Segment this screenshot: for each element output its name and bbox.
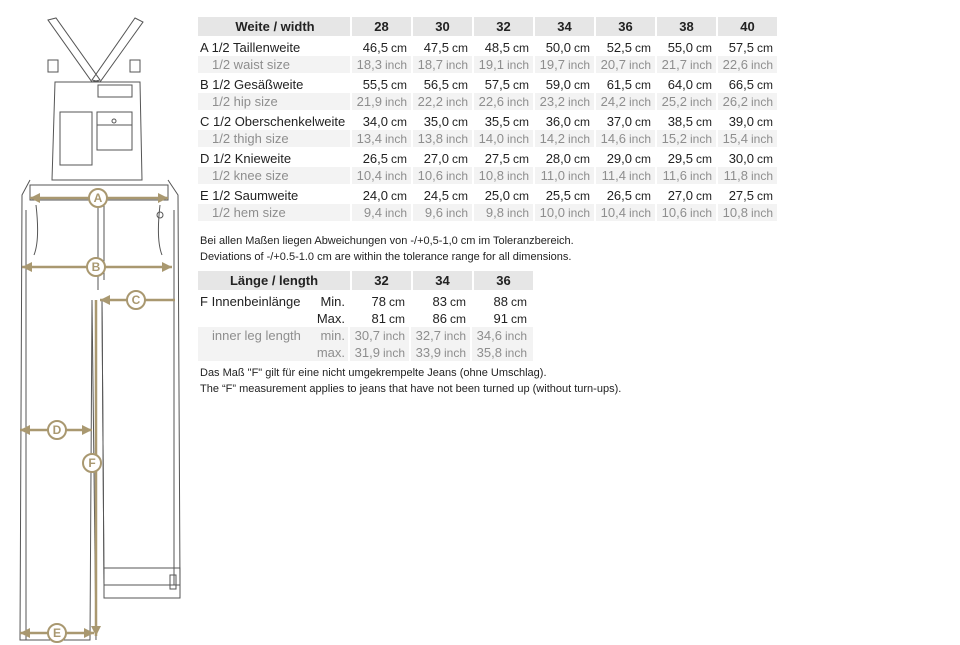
min-label-en: min. xyxy=(320,328,345,343)
inch-value: 10,8 inch xyxy=(472,167,533,184)
turnup-note-en: The “F” measurement applies to jeans that have not been turned up (without turn-ups). xyxy=(200,383,622,395)
measurement-label-en: 1/2 hem size xyxy=(212,205,286,220)
length-header-row xyxy=(198,271,533,290)
tolerance-note-en: Deviations of -/+0.5-1.0 cm are within the tolerance range for all dimensions. xyxy=(200,251,572,263)
cm-value: 27,0 cm xyxy=(411,150,472,167)
cm-value: 56,5 cm xyxy=(411,76,472,93)
length-value: 88 cm xyxy=(470,293,531,310)
cm-value: 25,0 cm xyxy=(472,187,533,204)
inch-value: 9,8 inch xyxy=(472,204,533,221)
cm-value: 30,0 cm xyxy=(716,150,777,167)
size-header: 32 xyxy=(472,17,533,36)
inch-value: 15,4 inch xyxy=(716,130,777,147)
width-table-body xyxy=(198,39,777,221)
inch-value: 20,7 inch xyxy=(594,56,655,73)
length-size-table xyxy=(198,271,533,361)
inch-value: 9,6 inch xyxy=(411,204,472,221)
width-header-row xyxy=(198,17,777,36)
inch-value: 10,6 inch xyxy=(411,167,472,184)
inch-value: 18,3 inch xyxy=(350,56,411,73)
inch-value: 10,6 inch xyxy=(655,204,716,221)
cm-value: 57,5 cm xyxy=(716,39,777,56)
measurement-label-en: 1/2 hip size xyxy=(212,94,278,109)
inch-value: 18,7 inch xyxy=(411,56,472,73)
cm-value: 57,5 cm xyxy=(472,76,533,93)
measurement-label-de: B 1/2 Gesäßweite xyxy=(200,77,304,92)
measurement-label-de: D 1/2 Knieweite xyxy=(200,151,292,166)
marker-e-label: E xyxy=(52,626,62,640)
cm-value: 28,0 cm xyxy=(533,150,594,167)
cm-value: 27,0 cm xyxy=(655,187,716,204)
length-value: 86 cm xyxy=(409,310,470,327)
turnup-note xyxy=(200,365,621,397)
size-header: 36 xyxy=(594,17,655,36)
inch-value: 9,4 inch xyxy=(350,204,411,221)
inch-value: 22,6 inch xyxy=(716,56,777,73)
measurement-row-inch xyxy=(198,204,777,221)
inch-value: 11,0 inch xyxy=(533,167,594,184)
tolerance-note xyxy=(200,233,574,265)
cm-value: 29,0 cm xyxy=(594,150,655,167)
inch-value: 21,7 inch xyxy=(655,56,716,73)
length-value: 31,9 inch xyxy=(348,344,409,361)
inch-value: 13,4 inch xyxy=(350,130,411,147)
inch-value: 22,6 inch xyxy=(472,93,533,110)
measurement-row-inch xyxy=(198,130,777,147)
width-header-label: Weite / width xyxy=(198,17,350,36)
cm-value: 64,0 cm xyxy=(655,76,716,93)
cm-value: 26,5 cm xyxy=(594,187,655,204)
marker-f-label: F xyxy=(88,456,96,470)
marker-d-label: D xyxy=(52,423,62,437)
measurement-group xyxy=(198,113,777,147)
measurement-group xyxy=(198,150,777,184)
cm-value: 61,5 cm xyxy=(594,76,655,93)
length-row-max-inch xyxy=(198,344,533,361)
length-value: 91 cm xyxy=(470,310,531,327)
inch-value: 13,8 inch xyxy=(411,130,472,147)
measurement-row-cm xyxy=(198,187,777,204)
cm-value: 27,5 cm xyxy=(716,187,777,204)
inch-value: 23,2 inch xyxy=(533,93,594,110)
length-value: 83 cm xyxy=(409,293,470,310)
measurement-group xyxy=(198,39,777,73)
cm-value: 50,0 cm xyxy=(533,39,594,56)
inch-value: 11,8 inch xyxy=(716,167,777,184)
inch-value: 26,2 inch xyxy=(716,93,777,110)
length-label-de: F Innenbeinlänge xyxy=(200,294,301,309)
measurement-row-inch xyxy=(198,56,777,73)
cm-value: 59,0 cm xyxy=(533,76,594,93)
inch-value: 10,0 inch xyxy=(533,204,594,221)
marker-c-label: C xyxy=(131,293,141,307)
min-label-de: Min. xyxy=(320,294,345,309)
cm-value: 55,0 cm xyxy=(655,39,716,56)
length-value: 34,6 inch xyxy=(470,327,531,344)
cm-value: 26,5 cm xyxy=(350,150,411,167)
cm-value: 55,5 cm xyxy=(350,76,411,93)
length-row-max-cm xyxy=(198,310,533,327)
length-value: 78 cm xyxy=(348,293,409,310)
inch-value: 15,2 inch xyxy=(655,130,716,147)
inch-value: 11,6 inch xyxy=(655,167,716,184)
cm-value: 24,0 cm xyxy=(350,187,411,204)
inch-value: 19,7 inch xyxy=(533,56,594,73)
inch-value: 11,4 inch xyxy=(594,167,655,184)
max-label-de: Max. xyxy=(316,311,345,326)
cm-value: 24,5 cm xyxy=(411,187,472,204)
length-value: 32,7 inch xyxy=(409,327,470,344)
measurement-row-inch xyxy=(198,93,777,110)
cm-value: 36,0 cm xyxy=(533,113,594,130)
cm-value: 46,5 cm xyxy=(350,39,411,56)
length-label-en: inner leg length xyxy=(212,328,301,343)
cm-value: 66,5 cm xyxy=(716,76,777,93)
measurement-label-de: C 1/2 Oberschenkelweite xyxy=(200,114,346,129)
measurement-row-cm xyxy=(198,150,777,167)
turnup-note-de: Das Maß "F" gilt für eine nicht umgekrempelte Jeans (ohne Umschlag). xyxy=(200,367,547,379)
cm-value: 25,5 cm xyxy=(533,187,594,204)
inch-value: 10,8 inch xyxy=(716,204,777,221)
length-value: 33,9 inch xyxy=(409,344,470,361)
marker-a-label: A xyxy=(93,191,103,205)
measurement-label-de: A 1/2 Taillenweite xyxy=(200,40,301,55)
length-value: 35,8 inch xyxy=(470,344,531,361)
inch-value: 10,4 inch xyxy=(350,167,411,184)
measurement-group xyxy=(198,76,777,110)
length-header-label: Länge / length xyxy=(198,271,350,290)
cm-value: 48,5 cm xyxy=(472,39,533,56)
cm-value: 35,0 cm xyxy=(411,113,472,130)
cm-value: 37,0 cm xyxy=(594,113,655,130)
inch-value: 19,1 inch xyxy=(472,56,533,73)
length-size-header: 34 xyxy=(411,271,472,290)
inch-value: 24,2 inch xyxy=(594,93,655,110)
measurement-label-en: 1/2 waist size xyxy=(212,57,291,72)
tolerance-note-de: Bei allen Maßen liegen Abweichungen von -/+0,5-1,0 cm im Toleranzbereich. xyxy=(200,235,574,247)
width-size-table xyxy=(198,17,777,221)
measurement-row-inch xyxy=(198,167,777,184)
inch-value: 14,6 inch xyxy=(594,130,655,147)
inch-value: 21,9 inch xyxy=(350,93,411,110)
size-header: 30 xyxy=(411,17,472,36)
cm-value: 35,5 cm xyxy=(472,113,533,130)
cm-value: 34,0 cm xyxy=(350,113,411,130)
inch-value: 25,2 inch xyxy=(655,93,716,110)
cm-value: 39,0 cm xyxy=(716,113,777,130)
inch-value: 22,2 inch xyxy=(411,93,472,110)
measurement-row-cm xyxy=(198,76,777,93)
measurement-group xyxy=(198,187,777,221)
cm-value: 38,5 cm xyxy=(655,113,716,130)
size-header: 40 xyxy=(716,17,777,36)
length-row-min-cm xyxy=(198,293,533,310)
length-size-header: 32 xyxy=(350,271,411,290)
measurement-row-cm xyxy=(198,113,777,130)
measurement-row-cm xyxy=(198,39,777,56)
max-label-en: max. xyxy=(316,345,345,360)
inch-value: 14,0 inch xyxy=(472,130,533,147)
length-value: 30,7 inch xyxy=(348,327,409,344)
size-header: 38 xyxy=(655,17,716,36)
measurement-label-en: 1/2 knee size xyxy=(212,168,289,183)
length-size-header: 36 xyxy=(472,271,533,290)
overalls-drawing xyxy=(0,0,200,645)
cm-value: 52,5 cm xyxy=(594,39,655,56)
inch-value: 10,4 inch xyxy=(594,204,655,221)
size-header: 34 xyxy=(533,17,594,36)
length-value: 81 cm xyxy=(348,310,409,327)
cm-value: 47,5 cm xyxy=(411,39,472,56)
length-row-min-inch xyxy=(198,327,533,344)
inch-value: 14,2 inch xyxy=(533,130,594,147)
measurement-label-en: 1/2 thigh size xyxy=(212,131,289,146)
cm-value: 27,5 cm xyxy=(472,150,533,167)
measurement-label-de: E 1/2 Saumweite xyxy=(200,188,299,203)
marker-b-label: B xyxy=(91,260,101,274)
size-header: 28 xyxy=(350,17,411,36)
cm-value: 29,5 cm xyxy=(655,150,716,167)
